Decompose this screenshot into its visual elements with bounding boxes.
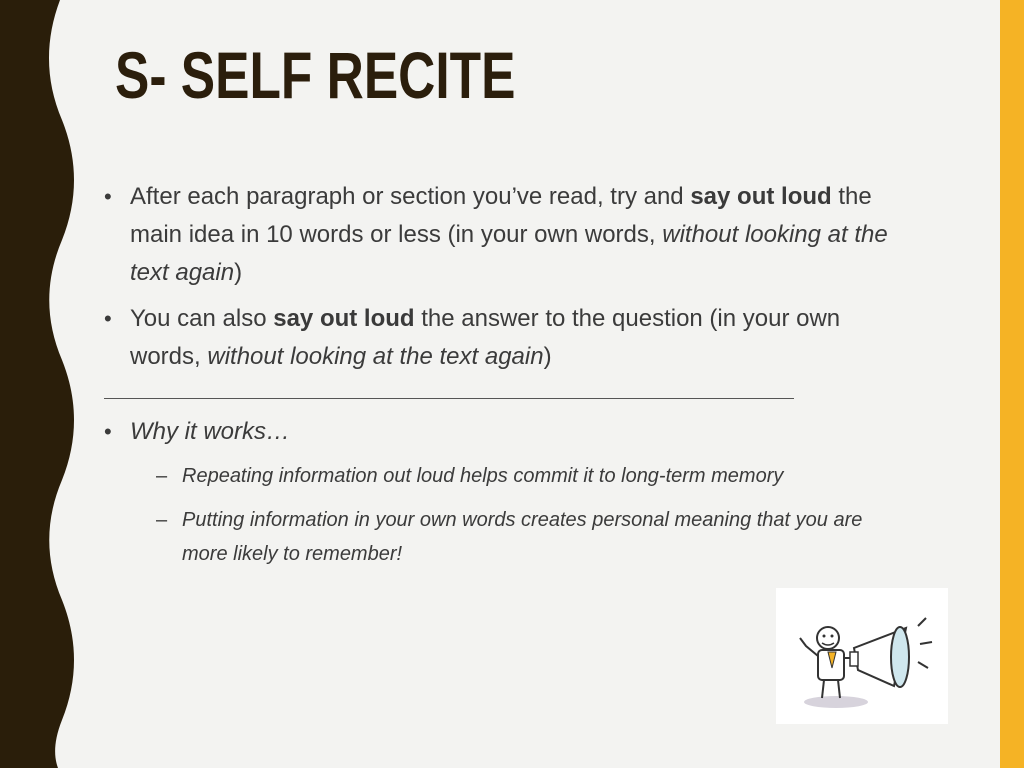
sub-bullet-2-text: Putting information in your own words creates personal meaning that you are more likely to remember! — [182, 509, 863, 565]
left-wave-border — [0, 0, 80, 768]
bullet-dot: • — [104, 184, 112, 209]
sub-bullet-dash: – — [156, 465, 168, 487]
bullet-dot: • — [104, 306, 112, 331]
slide-content — [104, 178, 904, 581]
bullet-2-text: You can also say out loud the answer to the question (in your own words, without looking at the text again) — [130, 305, 841, 370]
sub-bullet-1-text: Repeating information out loud helps commit it to long-term memory — [182, 465, 784, 487]
sub-bullet-1 — [104, 459, 902, 493]
bullet-why — [104, 413, 904, 451]
why-heading: Why it works… — [130, 418, 291, 445]
sub-bullet-2 — [104, 503, 902, 571]
bullet-2 — [104, 300, 904, 376]
divider-line — [104, 384, 794, 399]
bullet-1 — [104, 178, 904, 292]
sub-bullet-dash: – — [156, 509, 168, 531]
bullet-dot: • — [104, 419, 112, 444]
megaphone-person-icon — [776, 588, 948, 724]
right-accent-bar — [1000, 0, 1024, 768]
slide-title: S- SELF RECITE — [115, 38, 516, 112]
megaphone-illustration — [776, 588, 948, 724]
bullet-1-text: After each paragraph or section you’ve read, try and say out loud the main idea in 10 words or less (in your own words, without looking at the text again) — [130, 183, 888, 286]
